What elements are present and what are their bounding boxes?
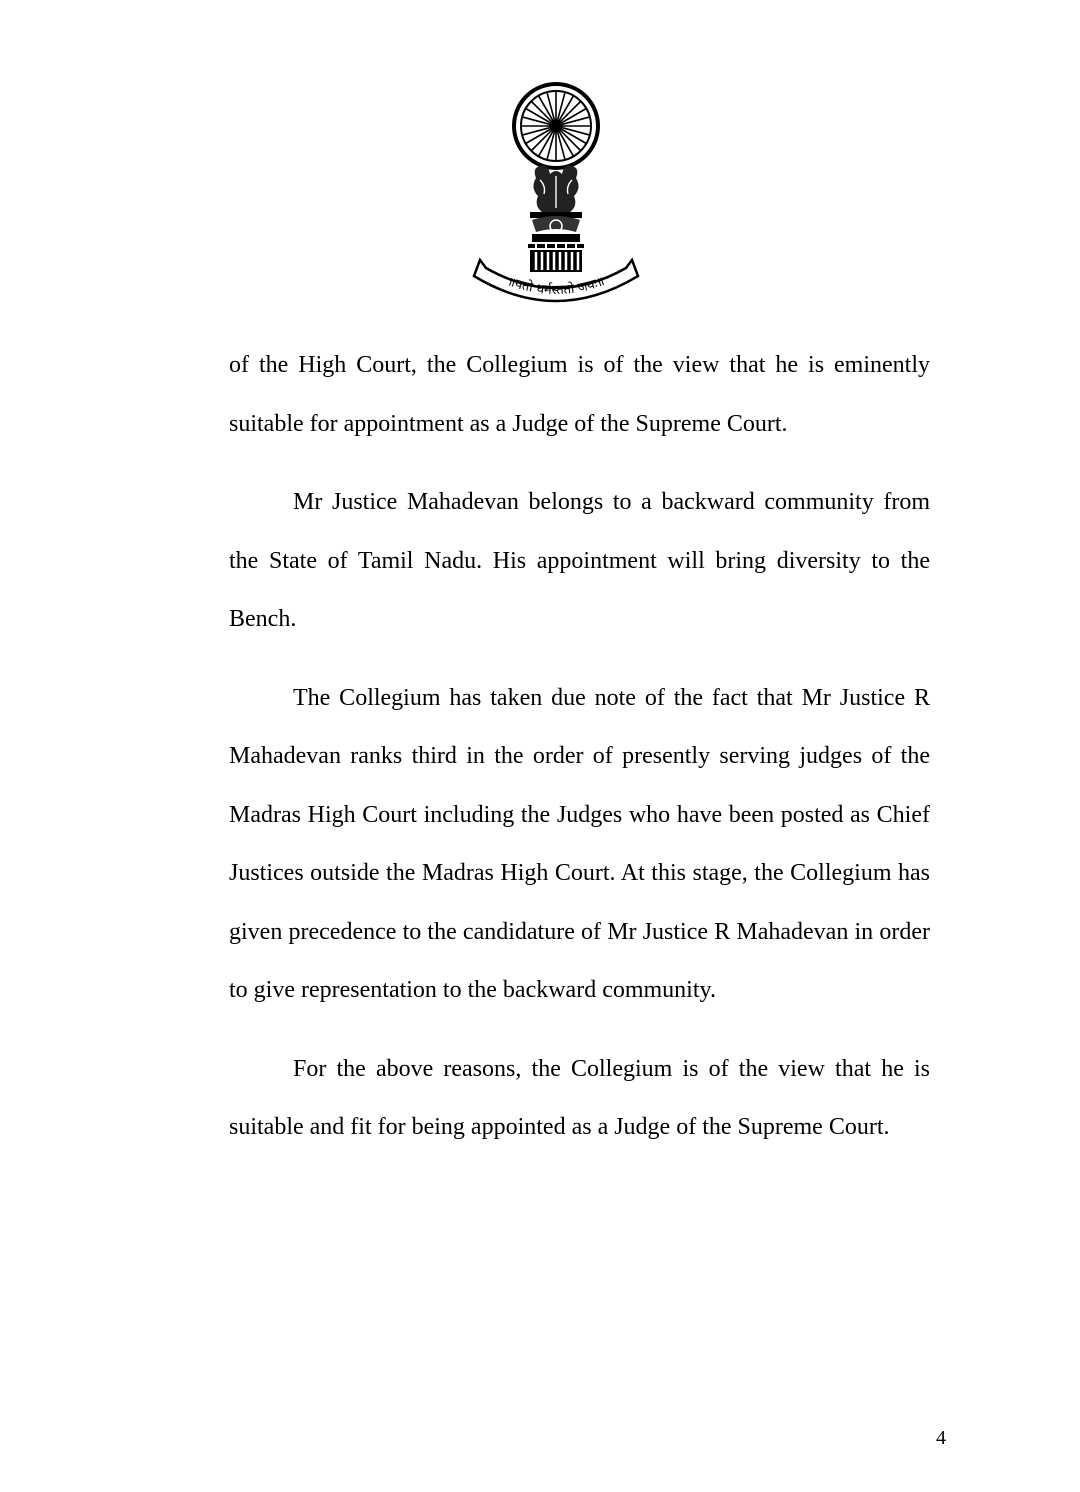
paragraph-seniority: The Collegium has taken due note of the fact that Mr Justice R Mahadevan ranks third in the order of presently serving judges of the Madras High Court including the Judges who have been posted as Chief Justices outside the Madras High Court. At this stage, the Collegium has given precedence to the candidature of Mr Justice R Mahadevan in order to give representation to the backward community. xyxy=(229,684,930,1003)
paragraph-conclusion: For the above reasons, the Collegium is of the view that he is suitable and fit for being appointed as a Judge of the Supreme Court. xyxy=(229,1055,930,1140)
supreme-court-emblem-icon xyxy=(470,80,642,312)
motto-text: ॥यतो धर्मस्ततो जयः॥ xyxy=(505,274,607,299)
chakra-icon xyxy=(514,84,598,168)
paragraph-diversity: Mr Justice Mahadevan belongs to a backward community from the State of Tamil Nadu. His appointment will bring diversity to the Bench. xyxy=(229,489,930,632)
page-number: 4 xyxy=(936,1427,946,1449)
lion-capital-icon xyxy=(528,166,584,272)
paragraph-continuation: of the High Court, the Collegium is of the view that he is eminently suitable for appointment as a Judge of the Supreme Court. xyxy=(229,352,930,437)
document-body xyxy=(229,336,930,1177)
